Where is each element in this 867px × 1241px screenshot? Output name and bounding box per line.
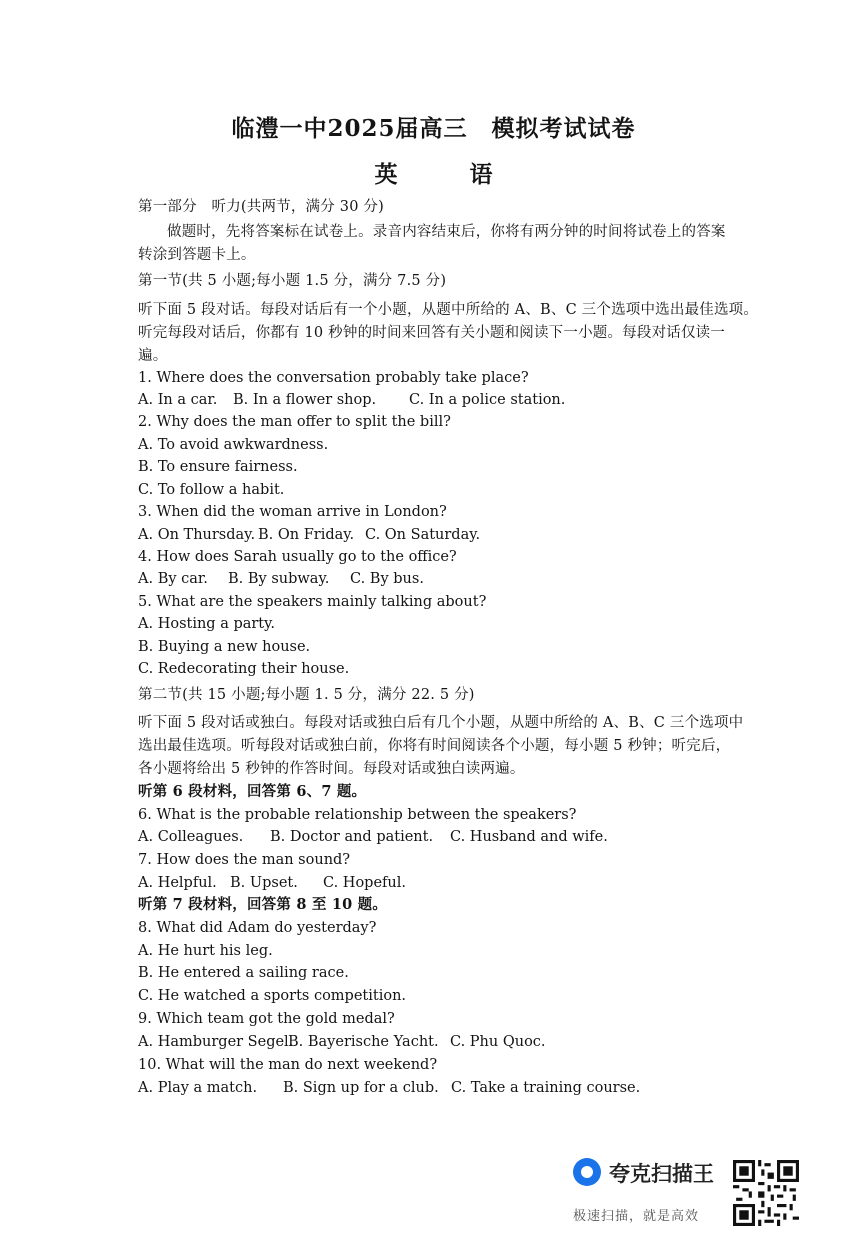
question-8: 8. What did Adam do yesterday? [138,920,377,936]
question-4-options [138,568,424,590]
qr-code-icon [733,1160,799,1226]
question-9: 9. Which team got the gold medal? [138,1011,395,1027]
question-9-options [138,1031,546,1053]
question-5-option-a: A. Hosting a party. [138,616,276,632]
question-1: 1. Where does the conversation probably take place? [138,370,529,386]
section1-heading: 第一节(共 5 小题;每小题 1.5 分，满分 7.5 分) [138,273,447,289]
scanner-brand: 夸克扫描王 [609,1162,714,1186]
question-7-options [138,872,406,894]
question-2: 2. Why does the man offer to split the bill? [138,414,451,430]
option-b: B. Doctor and patient. [270,829,434,845]
option-c: C. In a police station. [409,392,566,408]
section2-heading: 第二节(共 15 小题;每小题 1. 5 分，满分 22. 5 分) [138,687,475,703]
option-c: C. On Saturday. [365,527,481,543]
option-c: C. Hopeful. [323,875,406,891]
section1-instr-line1: 听下面 5 段对话。每段对话后有一个小题，从题中所给的 A、B、C 三个选项中选出最佳选项。 [138,302,759,318]
question-3-options [138,524,480,546]
question-2-option-c: C. To follow a habit. [138,482,285,498]
section2-instr-line2: 选出最佳选项。听每段对话或独白前，你将有时间阅读各个小题，每小题 5 秒钟；听完后， [138,738,731,754]
question-5-option-b: B. Buying a new house. [138,639,311,655]
question-6-options [138,826,608,848]
option-a: A. In a car. [138,392,218,408]
option-b: B. On Friday. [258,527,355,543]
scanner-slogan: 极速扫描，就是高效 [573,1209,700,1224]
exam-title: 临澧一中2025届高三 模拟考试试卷 [231,115,636,142]
part1-intro-line2: 转涂到答题卡上。 [138,247,256,263]
material-7-heading: 听第 7 段材料，回答第 8 至 10 题。 [138,896,388,913]
option-a: A. By car. [138,571,208,587]
question-10-options [138,1077,640,1099]
question-8-option-a: A. He hurt his leg. [138,943,273,959]
option-a: A. Play a match. [138,1080,258,1096]
question-8-option-c: C. He watched a sports competition. [138,988,407,1004]
option-c: C. Husband and wife. [450,829,608,845]
part1-intro-line1: 做题时，先将答案标在试卷上。录音内容结束后，你将有两分钟的时间将试卷上的答案 [167,224,726,240]
question-1-options [138,389,565,411]
question-8-option-b: B. He entered a sailing race. [138,965,349,981]
question-7: 7. How does the man sound? [138,852,351,868]
part1-heading: 第一部分 听力(共两节，满分 30 分) [138,199,384,215]
option-b: B. Bayerische Yacht. [288,1034,439,1050]
option-c: C. Take a training course. [451,1080,641,1096]
question-4: 4. How does Sarah usually go to the office? [138,549,457,565]
material-6-heading: 听第 6 段材料，回答第 6、7 题。 [138,783,367,800]
subject-heading [0,156,867,189]
quark-logo-icon [573,1158,601,1186]
question-5: 5. What are the speakers mainly talking about? [138,594,487,610]
option-c: C. Phu Quoc. [450,1034,546,1050]
question-2-option-b: B. To ensure fairness. [138,459,298,475]
question-10: 10. What will the man do next weekend? [138,1057,438,1073]
question-3: 3. When did the woman arrive in London? [138,504,447,520]
option-a: A. Hamburger Segel. [138,1034,294,1050]
section1-instr-line3: 遍。 [138,348,168,364]
question-2-option-a: A. To avoid awkwardness. [138,437,329,453]
option-c: C. By bus. [350,571,424,587]
option-b: B. Sign up for a club. [283,1080,439,1096]
subject-char-left: 英 [374,161,398,188]
section1-instr-line2: 听完每段对话后，你都有 10 秒钟的时间来回答有关小题和阅读下一小题。每段对话仅读一 [138,325,726,341]
option-b: B. Upset. [230,875,298,891]
subject-char-right: 语 [469,161,493,188]
option-a: A. Colleagues. [138,829,244,845]
option-a: A. On Thursday. [138,527,256,543]
question-5-option-c: C. Redecorating their house. [138,661,350,677]
option-b: B. In a flower shop. [233,392,377,408]
section2-instr-line1: 听下面 5 段对话或独白。每段对话或独白后有几个小题，从题中所给的 A、B、C 三个选项中 [138,715,744,731]
question-6: 6. What is the probable relationship between the speakers? [138,807,577,823]
option-b: B. By subway. [228,571,330,587]
option-a: A. Helpful. [138,875,217,891]
section2-instr-line3: 各小题将给出 5 秒钟的作答时间。每段对话或独白读两遍。 [138,761,525,777]
